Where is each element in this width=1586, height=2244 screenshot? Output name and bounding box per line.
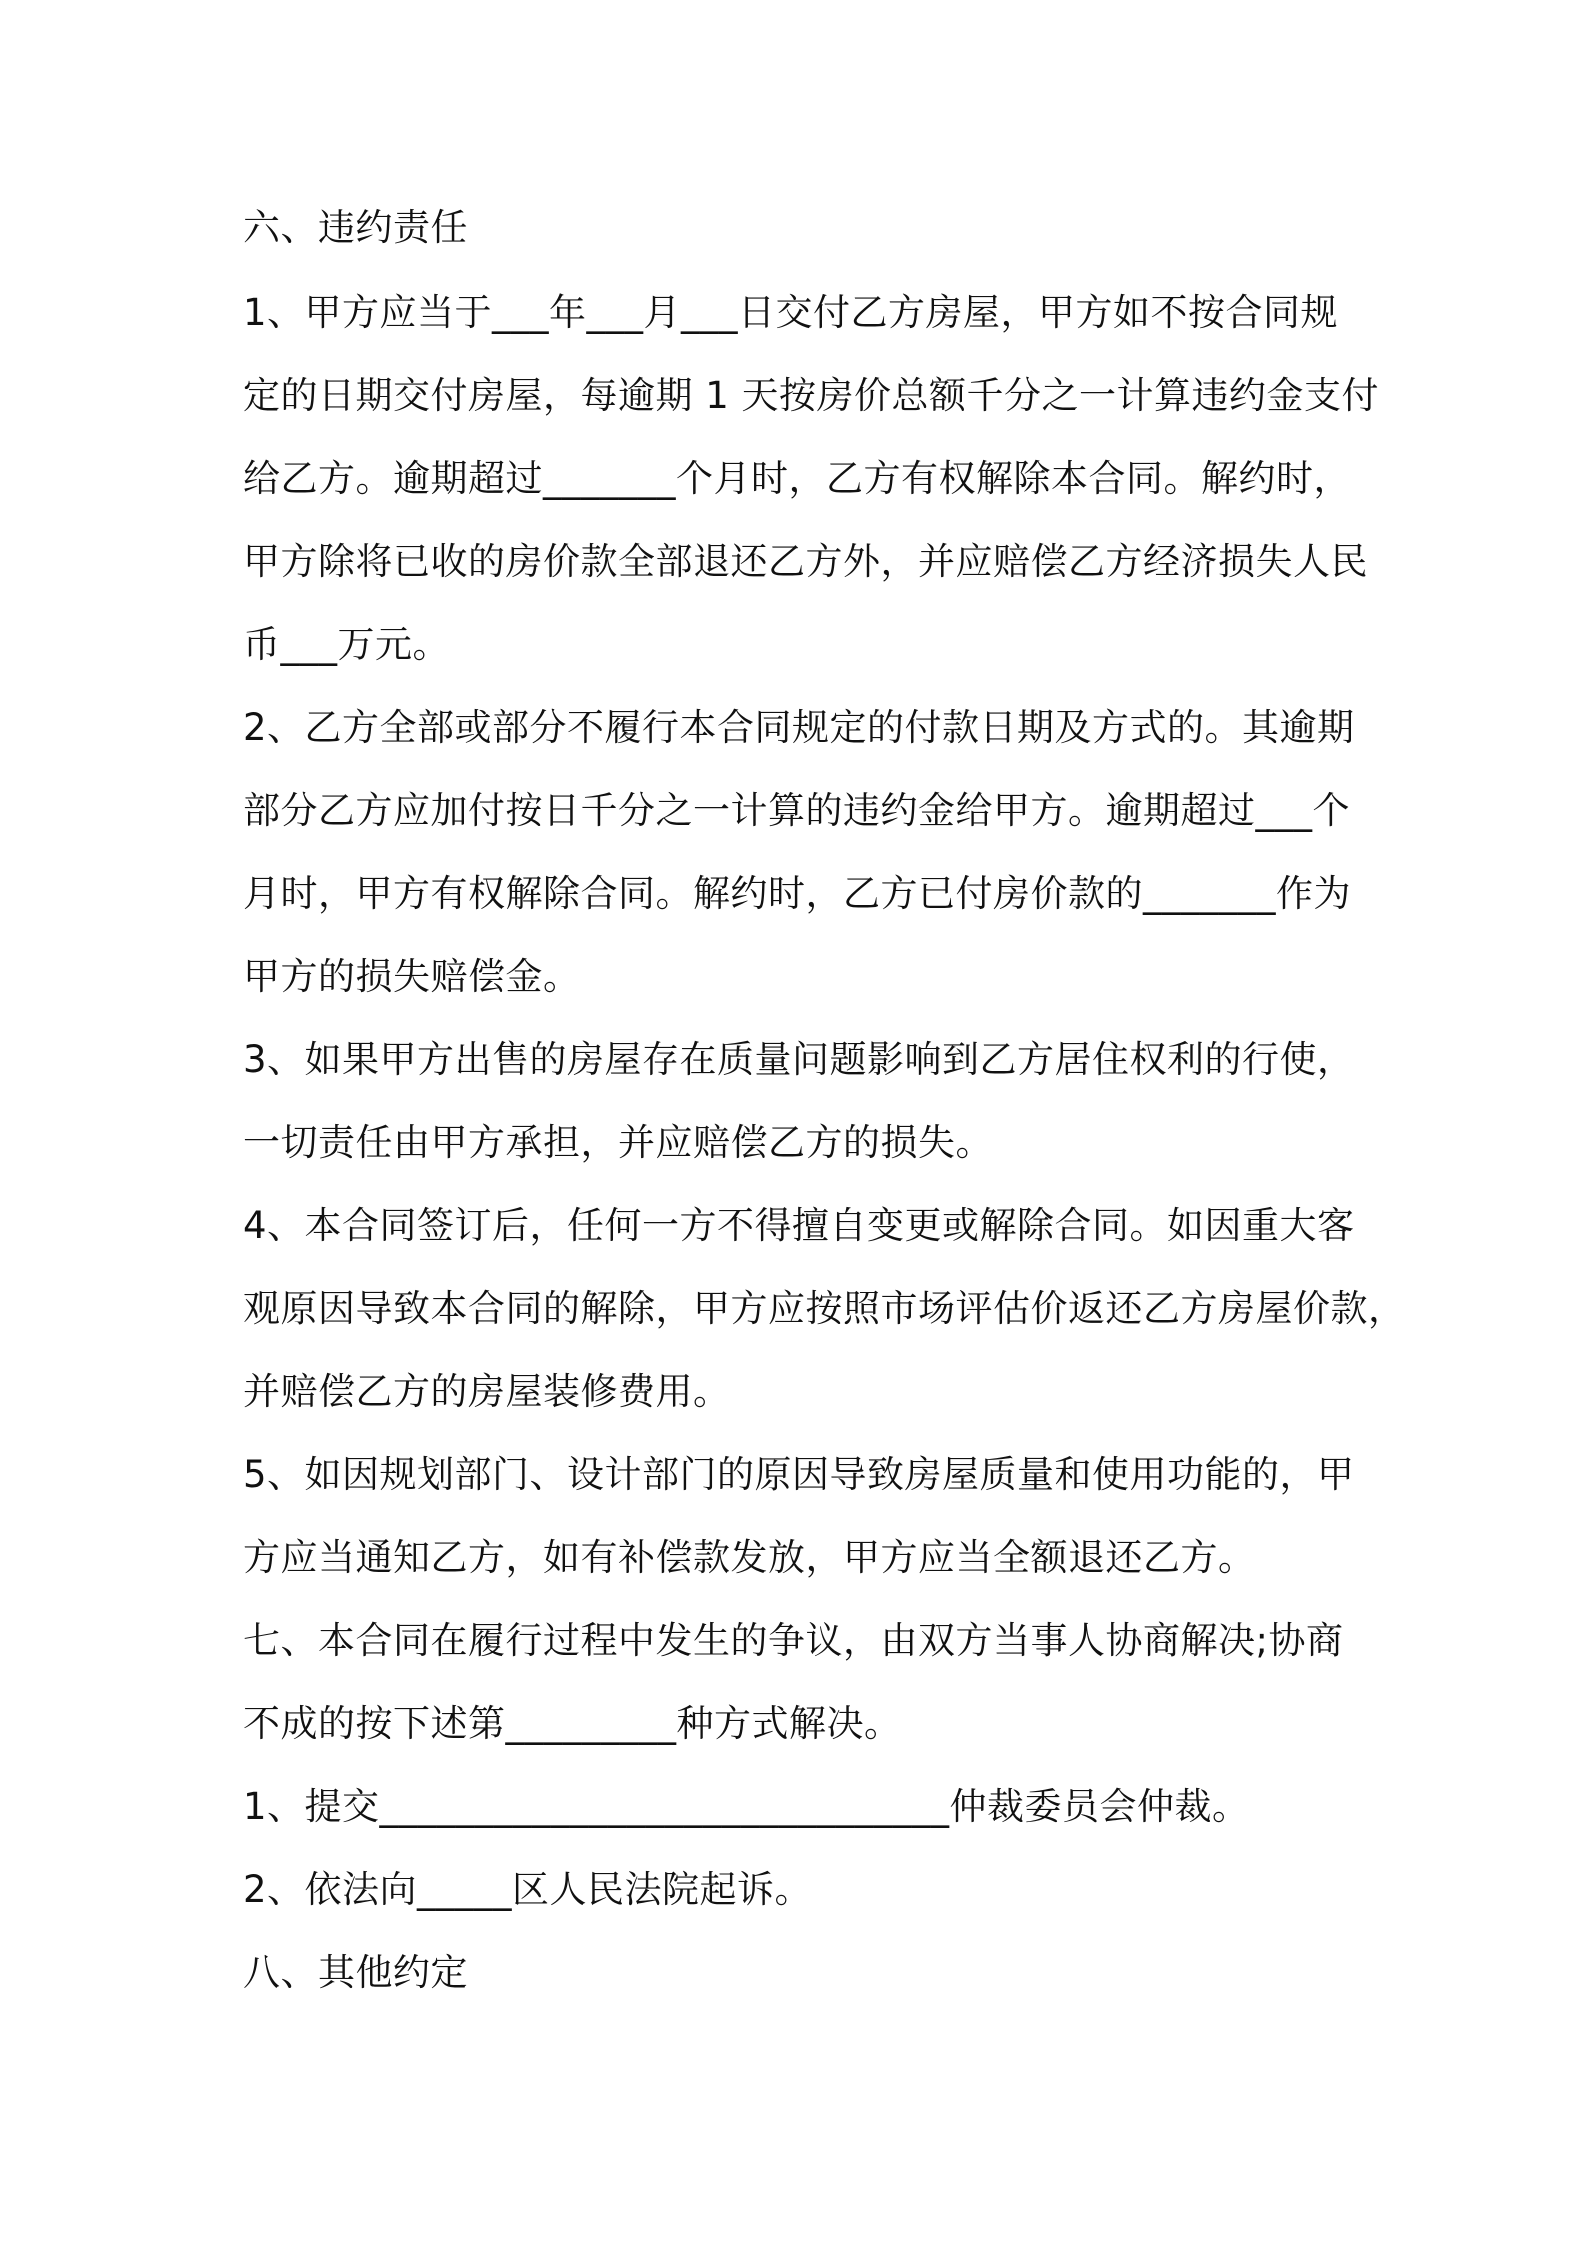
clause-1-line-1: 1、甲方应当于___年___月___日交付乙方房屋，甲方如不按合同规 bbox=[243, 291, 1339, 334]
clause-5-line-2: 方应当通知乙方，如有补偿款发放，甲方应当全额退还乙方。 bbox=[243, 1536, 1256, 1579]
clause-2-line-4: 甲方的损失赔偿金。 bbox=[243, 955, 581, 998]
clause-5-line-1: 5、如因规划部门、设计部门的原因导致房屋质量和使用功能的，甲 bbox=[243, 1453, 1355, 1496]
section-heading-other: 八、其他约定 bbox=[243, 1951, 468, 1994]
clause-2-line-3: 月时，甲方有权解除合同。解约时，乙方已付房价款的_______作为 bbox=[243, 872, 1351, 915]
clause-1-line-5: 币___万元。 bbox=[243, 623, 450, 666]
clause-1-line-4: 甲方除将已收的房价款全部退还乙方外，并应赔偿乙方经济损失人民 bbox=[243, 540, 1368, 583]
clause-2-line-1: 2、乙方全部或部分不履行本合同规定的付款日期及方式的。其逾期 bbox=[243, 706, 1355, 749]
clause-4-line-1: 4、本合同签订后，任何一方不得擅自变更或解除合同。如因重大客 bbox=[243, 1204, 1355, 1247]
clause-3-line-1: 3、如果甲方出售的房屋存在质量问题影响到乙方居住权利的行使， bbox=[243, 1038, 1355, 1081]
clause-1-line-3: 给乙方。逾期超过_______个月时，乙方有权解除本合同。解约时， bbox=[243, 457, 1351, 500]
clause-1-line-2: 定的日期交付房屋，每逾期 1 天按房价总额千分之一计算违约金支付 bbox=[243, 374, 1380, 417]
clause-2-line-2: 部分乙方应加付按日千分之一计算的违约金给甲方。逾期超过___个 bbox=[243, 789, 1350, 832]
section-dispute-line-1: 七、本合同在履行过程中发生的争议，由双方当事人协商解决;协商 bbox=[243, 1619, 1344, 1662]
dispute-option-1: 1、提交______________________________仲裁委员会仲裁。 bbox=[243, 1785, 1250, 1828]
clause-3-line-2: 一切责任由甲方承担，并应赔偿乙方的损失。 bbox=[243, 1121, 993, 1164]
dispute-option-2: 2、依法向_____区人民法院起诉。 bbox=[243, 1868, 813, 1911]
section-dispute-line-2: 不成的按下述第_________种方式解决。 bbox=[243, 1702, 902, 1745]
section-heading-liability: 六、违约责任 bbox=[243, 206, 468, 249]
clause-4-line-3: 并赔偿乙方的房屋装修费用。 bbox=[243, 1370, 731, 1413]
clause-4-line-2: 观原因导致本合同的解除，甲方应按照市场评估价返还乙方房屋价款， bbox=[243, 1287, 1406, 1330]
